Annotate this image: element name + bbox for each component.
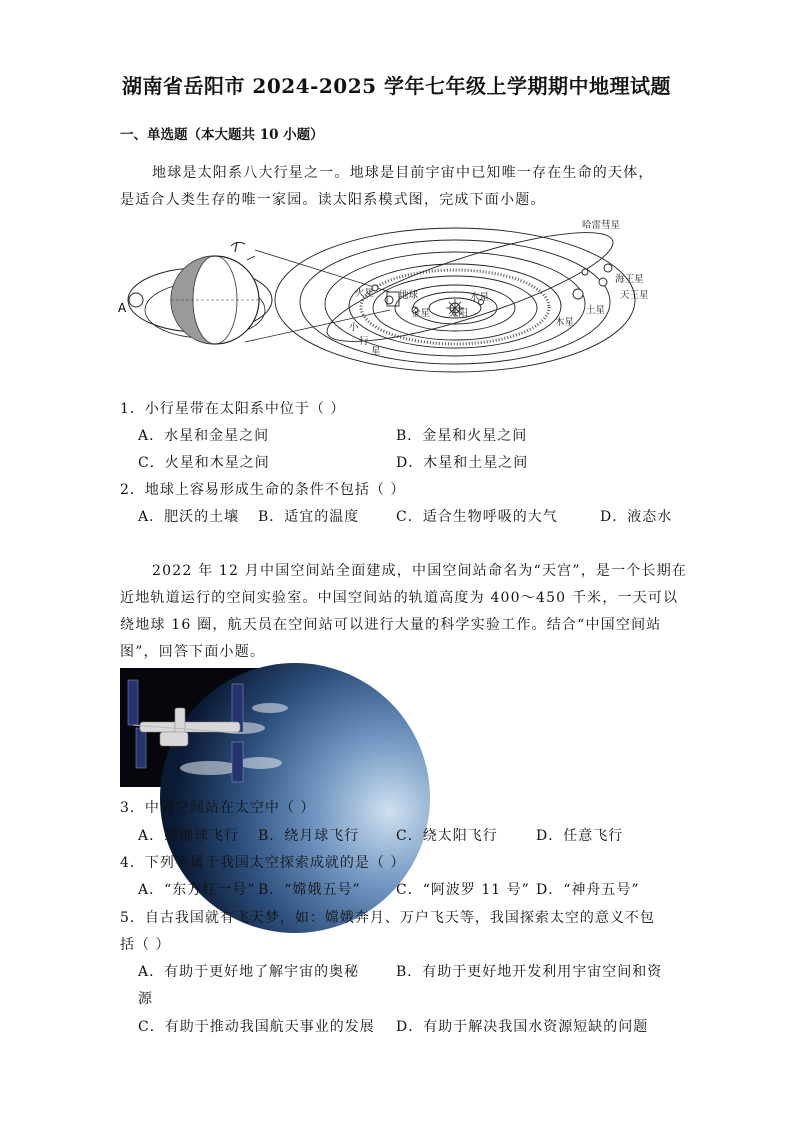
q3-option-c[interactable]: C．绕太阳飞行: [396, 828, 498, 844]
q3-option-d[interactable]: D．任意飞行: [536, 828, 624, 844]
q2-option-c[interactable]: C．适合生物呼吸的大气: [396, 509, 558, 525]
label-sun: 太阳: [449, 308, 469, 319]
solar-system-figure: [115, 212, 649, 384]
label-a: A: [118, 301, 127, 315]
space-station-image: [120, 668, 293, 787]
q2-stem: 2．地球上容易形成生命的条件不包括（ ）: [120, 482, 406, 498]
q5-option-b-continued: 源: [138, 991, 153, 1007]
passage2-line2: 近地轨道运行的空间实验室。中国空间站的轨道高度为 400～450 千米，一天可以: [120, 590, 679, 606]
label-belt-1: 小: [349, 322, 359, 333]
passage2-line4: 图”，回答下面小题。: [120, 644, 266, 660]
label-mars: 火星: [355, 288, 375, 299]
label-halley: 哈雷彗星: [582, 220, 621, 231]
section-heading: 一、单选题（本大题共 10 小题）: [120, 127, 324, 143]
q1-option-a[interactable]: A．水星和金星之间: [138, 428, 270, 444]
q3-option-a[interactable]: A．绕地球飞行: [138, 828, 240, 844]
q4-stem: 4．下列不属于我国太空探索成就的是（ ）: [120, 855, 406, 871]
passage1-line2: 是适合人类生存的唯一家园。读太阳系模式图，完成下面小题。: [120, 192, 546, 208]
point-a-circle: [129, 293, 143, 307]
label-venus: 金星: [411, 308, 431, 319]
passage2-line1: 2022 年 12 月中国空间站全面建成，中国空间站命名为“天宫”，是一个长期在: [152, 563, 688, 579]
q5-stem-line2: 括（ ）: [120, 937, 171, 953]
q3-stem: 3．中国空间站在太空中（ ）: [120, 800, 316, 816]
q1-option-c[interactable]: C．火星和木星之间: [138, 455, 270, 471]
q1-stem: 1．小行星带在太阳系中位于（ ）: [120, 401, 346, 417]
q5-option-b[interactable]: B．有助于更好地开发利用宇宙空间和资: [396, 964, 663, 980]
q5-option-c[interactable]: C．有助于推动我国航天事业的发展: [138, 1019, 375, 1035]
label-uranus: 天王星: [620, 290, 649, 301]
q1-option-b[interactable]: B．金星和火星之间: [396, 428, 528, 444]
label-belt-3: 星: [371, 346, 381, 357]
q1-option-d[interactable]: D．木星和土星之间: [396, 455, 529, 471]
q2-option-d[interactable]: D．液态水: [600, 509, 673, 525]
label-belt-2: 行: [359, 336, 369, 347]
q4-option-d[interactable]: D．“神舟五号”: [536, 882, 640, 898]
q4-option-c[interactable]: C．“阿波罗 11 号”: [396, 882, 530, 898]
passage2-line3: 绕地球 16 圈，航天员在空间站可以进行大量的科学实验工作。结合“中国空间站: [120, 617, 662, 633]
page-title: 湖南省岳阳市 2024-2025 学年七年级上学期期中地理试题: [121, 74, 672, 98]
label-earth: 地球: [399, 290, 419, 301]
label-saturn: 土星: [586, 305, 606, 316]
label-mercury: 水星: [470, 292, 490, 303]
q3-option-b[interactable]: B．绕月球飞行: [258, 828, 360, 844]
q2-option-b[interactable]: B．适宜的温度: [258, 509, 360, 525]
q2-option-a[interactable]: A．肥沃的土壤: [138, 509, 240, 525]
passage1-line1: 地球是太阳系八大行星之一。地球是目前宇宙中已知唯一存在生命的天体，: [152, 165, 654, 181]
q5-option-a[interactable]: A．有助于更好地了解宇宙的奥秘: [138, 964, 360, 980]
q5-option-d[interactable]: D．有助于解决我国水资源短缺的问题: [396, 1019, 649, 1035]
label-jupiter: 木星: [555, 317, 575, 328]
q4-option-a[interactable]: A．“东方红一号”: [138, 882, 256, 898]
label-neptune: 海王星: [615, 274, 644, 285]
q4-option-b[interactable]: B．“嫦娥五号”: [258, 882, 361, 898]
q5-stem-line1: 5．自古我国就有飞天梦，如：嫦娥奔月、万户飞天等，我国探索太空的意义不包: [120, 910, 655, 926]
